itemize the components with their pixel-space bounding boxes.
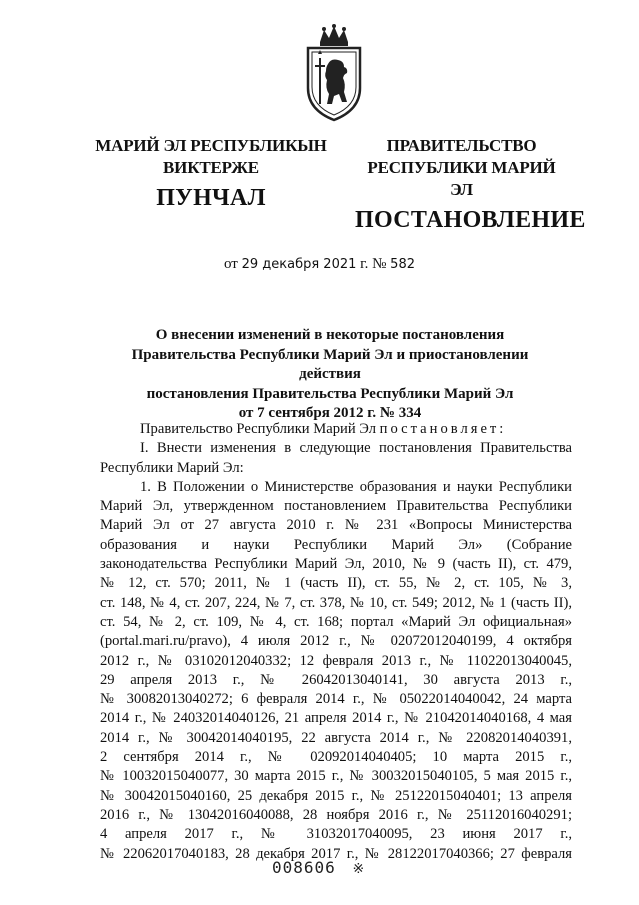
title-line: Правительства Республики Марий Эл и приостановлении действия xyxy=(131,346,529,382)
body-line: 4 апреля 2017 г., № 31032017040095, 23 июня 2017 г., xyxy=(100,826,572,843)
header-left-line2: ВИКТЕРЖЕ xyxy=(163,158,259,177)
title-line: постановления Правительства Республики Марий Эл xyxy=(146,385,514,402)
body-line: 2016 г., № 13042016040088, 28 ноября 2016 г., № 25112016040291; xyxy=(100,806,572,823)
body-line: 29 апреля 2013 г., № 26042013040141, 30 августа 2013 г., xyxy=(100,671,572,688)
body-line: ст. 54, № 2, ст. 109, № 4, ст. 168; портал «Марий Эл официальная» xyxy=(100,613,572,630)
title-line: от 7 сентября 2012 г. № 334 xyxy=(238,405,422,421)
document-title xyxy=(110,326,550,424)
title-line: О внесении изменений в некоторые постановления xyxy=(155,327,505,343)
body-line: 1. В Положении о Министерстве образования и науки Республики xyxy=(140,478,572,495)
body-line: Марий Эл от 27 августа 2010 г. № 231 «Вопросы Министерства xyxy=(100,517,572,534)
body-line: 2014 г., № 24032014040126, 21 апреля 2014 г., № 21042014040168, 4 мая xyxy=(100,710,572,727)
document-body xyxy=(100,420,572,864)
body-line: образования и науки Республики Марий Эл» (Собрание xyxy=(100,536,572,553)
header-right-line2: РЕСПУБЛИКИ МАРИЙ ЭЛ xyxy=(367,158,556,199)
date-prefix: от xyxy=(223,256,238,272)
body-line: Марий Эл, утвержденном постановлением Правительства Республики xyxy=(100,498,572,515)
body-lines xyxy=(100,439,572,864)
document-number: 582 xyxy=(390,257,415,272)
body-line: Республики Марий Эл: xyxy=(100,459,244,476)
body-line: 2012 г., № 03102012040332; 12 февраля 2013 г., № 11022013040045, xyxy=(100,652,572,669)
body-line: 2 сентября 2014 г., № 02092014040405; 10 марта 2015 г., xyxy=(100,749,572,766)
body-line: № 30042015040160, 25 декабря 2015 г., № 25122015040401; 13 апреля xyxy=(100,787,572,804)
date-year-suffix: г. xyxy=(360,256,369,272)
header-russian xyxy=(355,135,586,233)
body-line: № 12, ст. 570; 2011, № 1 (часть II), ст. 55, № 2, ст. 105, № 3, xyxy=(100,575,572,592)
number-sign: № xyxy=(372,256,387,272)
header-mari xyxy=(95,135,327,209)
stamp-mark: ※ xyxy=(352,861,366,877)
body-intro xyxy=(100,420,572,439)
body-line: I. Внести изменения в следующие постановления Правительства xyxy=(140,440,572,457)
body-line: № 30082013040272; 6 февраля 2014 г., № 05022014040042, 24 марта xyxy=(100,691,572,708)
coat-of-arms-bear-icon xyxy=(298,24,370,122)
stamp-number: 008606 xyxy=(272,858,336,877)
body-line: № 22062017040183, 28 декабря 2017 г., № 28122017040366; 27 февраля xyxy=(100,845,572,862)
body-line: законодательства Республики Марий Эл, 2010, № 9 (часть II), ст. 479, xyxy=(100,556,572,573)
body-line: 2014 г., № 30042014040195, 22 августа 2014 г., № 22082014040391, xyxy=(100,729,572,746)
header-left-line1: МАРИЙ ЭЛ РЕСПУБЛИКЫН xyxy=(95,136,327,155)
body-line: (portal.mari.ru/pravo), 4 июля 2012 г., № 02072012040199, 4 октября xyxy=(100,633,572,650)
body-line: ст. 148, № 4, ст. 207, 224, № 7, ст. 378, № 10, ст. 549; 2012, № 1 (часть II), xyxy=(100,594,572,611)
header-right-line1: ПРАВИТЕЛЬСТВО xyxy=(386,136,537,155)
header-left-title: ПУНЧАЛ xyxy=(156,185,266,211)
intro-decree-word: постановляет: xyxy=(379,421,507,437)
header-right-title: ПОСТАНОВЛЕНИЕ xyxy=(355,207,586,233)
document-date-line xyxy=(0,256,639,273)
intro-text: Правительство Республики Марий Эл xyxy=(140,421,377,437)
date-value: 29 декабря 2021 xyxy=(241,257,357,272)
body-line: № 10032015040077, 30 марта 2015 г., № 30032015040105, 5 мая 2015 г., xyxy=(100,768,572,785)
form-number-stamp xyxy=(272,858,365,877)
